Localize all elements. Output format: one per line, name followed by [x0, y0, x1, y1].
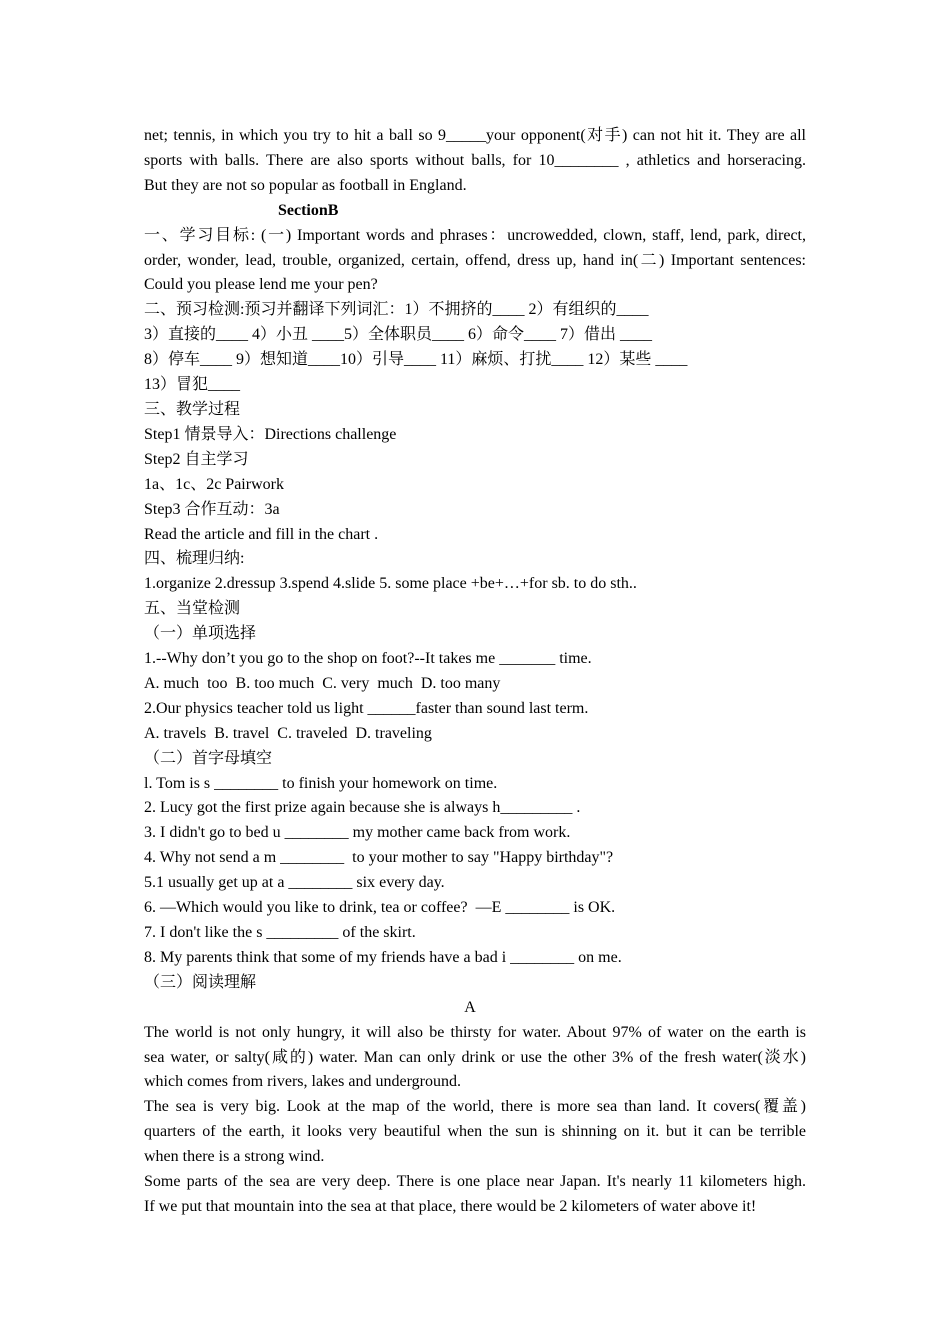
reading-line: The world is not only hungry, it will also be thirsty for water. About 97% of water on the earth is [144, 1023, 806, 1041]
goals-line: order, wonder, lead, trouble, organized, certain, offend, dress up, hand in(二) Important sentences: [144, 251, 806, 269]
reading-line: which comes from rivers, lakes and underground. [144, 1073, 461, 1091]
summary-line: 1.organize 2.dressup 3.spend 4.slide 5. some place +be+…+for sb. to do sth.. [144, 575, 637, 593]
teaching-heading: 三、教学过程 [144, 400, 241, 418]
reading-line: when there is a strong wind. [144, 1148, 325, 1166]
initial-letter-line: 6. —Which would you like to drink, tea or coffee? —E ________ is OK. [144, 899, 616, 917]
initial-letter-line: 4. Why not send a m ________ to your mother to say "Happy birthday"? [144, 849, 614, 867]
goals-line: 一、学习目标: (一) Important words and phrases：uncrowedded, clown, staff, lend, park, direct, [144, 226, 806, 244]
single-choice-line: A. much too B. too much C. very much D. too many [144, 674, 501, 692]
preview-line: 13）冒犯____ [144, 376, 241, 394]
reading-line: sea water, or salty(咸的) water. Man can only drink or use the other 3% of the fresh water(淡水) [144, 1048, 806, 1066]
single-choice-line: A. travels B. travel C. traveled D. traveling [144, 724, 432, 742]
intro-line: But they are not so popular as football in England. [144, 176, 467, 194]
initial-letter-line: l. Tom is s ________ to finish your homework on time. [144, 774, 498, 792]
summary-heading: 四、梳理归纳: [144, 550, 245, 568]
initial-letter-line: 5.1 usually get up at a ________ six every day. [144, 874, 445, 892]
teaching-line: 1a、1c、2c Pairwork [144, 475, 284, 493]
preview-line: 3）直接的____ 4）小丑 ____5）全体职员____ 6）命令____ 7）借出 ____ [144, 326, 653, 344]
single-choice-line: 2.Our physics teacher told us light ______faster than sound last term. [144, 699, 589, 717]
initial-letter-line: 2. Lucy got the first prize again because she is always h_________ . [144, 799, 581, 817]
document-page [144, 124, 806, 1220]
reading-heading: （三）阅读理解 [144, 973, 257, 991]
initial-letter-line: 8. My parents think that some of my friends have a bad i ________ on me. [144, 948, 622, 966]
initial-letter-line: 7. I don't like the s _________ of the skirt. [144, 924, 416, 941]
test-heading: 五、当堂检测 [144, 600, 241, 618]
intro-line: sports with balls. There are also sports without balls, for 10________ , athletics and horseracing. [144, 151, 806, 169]
reading-line: If we put that mountain into the sea at that place, there would be 2 kilometers of water above it! [144, 1197, 757, 1215]
goals-line: Could you please lend me your pen? [144, 276, 378, 294]
initial-letter-line: 3. I didn't go to bed u ________ my mother came back from work. [144, 824, 571, 842]
single-choice-heading: （一）单项选择 [144, 625, 257, 643]
teaching-line: Read the article and fill in the chart . [144, 525, 379, 543]
reading-line: Some parts of the sea are very deep. There is one place near Japan. It's nearly 11 kilometers high. [144, 1173, 806, 1191]
teaching-line: Step1 情景导入：Directions challenge [144, 425, 397, 443]
preview-line: 8）停车____ 9）想知道____10）引导____ 11）麻烦、打扰____ 12）某些 ____ [144, 351, 688, 369]
section-title: SectionB [278, 201, 339, 219]
reading-line: quarters of the earth, it looks very beautiful when the sun is shinning on it. but it can be terrible [144, 1123, 806, 1141]
reading-line: The sea is very big. Look at the map of the world, there is more sea than land. It covers(覆盖) [144, 1098, 806, 1116]
initial-letter-heading: （二）首字母填空 [144, 749, 273, 767]
teaching-line: Step3 合作互动：3a [144, 500, 280, 518]
teaching-line: Step2 自主学习 [144, 450, 249, 468]
intro-line: net; tennis, in which you try to hit a ball so 9_____your opponent(对手) can not hit it. They are all [144, 127, 806, 144]
passage-label: A [464, 998, 476, 1016]
single-choice-line: 1.--Why don’t you go to the shop on foot?--It takes me _______ time. [144, 650, 592, 668]
preview-line: 二、预习检测:预习并翻译下列词汇：1）不拥挤的____ 2）有组织的____ [144, 301, 649, 319]
